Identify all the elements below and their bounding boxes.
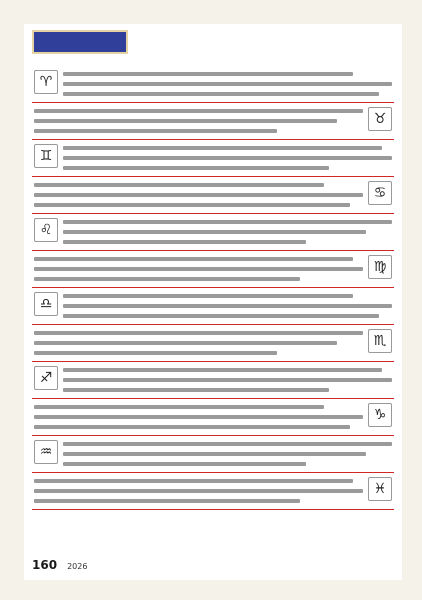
text-line xyxy=(63,311,392,321)
horoscope-entry xyxy=(32,399,394,436)
text-line xyxy=(34,180,363,190)
text-line xyxy=(34,254,363,264)
magazine-page xyxy=(24,24,402,580)
text-line xyxy=(63,79,392,89)
text-line-bar xyxy=(63,156,392,160)
text-line xyxy=(34,328,363,338)
text-line-bar xyxy=(34,119,337,123)
text-line-bar xyxy=(63,294,353,298)
text-line xyxy=(63,439,392,449)
text-line-bar xyxy=(63,462,306,466)
horoscope-entry xyxy=(32,325,394,362)
sagittarius-icon: ♐ xyxy=(34,366,58,390)
horoscope-entry xyxy=(32,251,394,288)
horoscope-list xyxy=(32,66,394,510)
issue-date: 2026 xyxy=(67,562,88,571)
horoscope-entry xyxy=(32,66,394,103)
text-line xyxy=(34,496,363,506)
text-line-bar xyxy=(63,452,366,456)
text-line-bar xyxy=(63,240,306,244)
capricorn-icon: ♑ xyxy=(368,403,392,427)
text-line xyxy=(63,301,392,311)
horoscope-entry xyxy=(32,214,394,251)
text-line xyxy=(63,237,392,247)
text-lines-placeholder xyxy=(34,365,392,395)
text-line-bar xyxy=(63,230,366,234)
text-line xyxy=(63,89,392,99)
text-line xyxy=(34,200,363,210)
text-lines-placeholder xyxy=(34,476,392,506)
section-title xyxy=(32,30,128,54)
text-lines-placeholder xyxy=(34,69,392,99)
text-line xyxy=(34,402,363,412)
text-line xyxy=(34,422,363,432)
text-lines-placeholder xyxy=(34,328,392,358)
scorpio-icon: ♏ xyxy=(368,329,392,353)
text-line xyxy=(34,106,363,116)
text-line-bar xyxy=(34,203,350,207)
text-line xyxy=(63,385,392,395)
text-line xyxy=(34,116,363,126)
text-line xyxy=(34,274,363,284)
text-line-bar xyxy=(34,479,353,483)
text-line xyxy=(34,486,363,496)
text-line xyxy=(63,365,392,375)
text-line-bar xyxy=(63,166,329,170)
text-lines-placeholder xyxy=(34,143,392,173)
text-line-bar xyxy=(63,314,379,318)
text-line-bar xyxy=(34,257,353,261)
page-footer xyxy=(32,558,87,572)
text-line-bar xyxy=(63,82,392,86)
text-line-bar xyxy=(34,351,277,355)
text-lines-placeholder xyxy=(34,402,392,432)
text-line xyxy=(63,375,392,385)
libra-icon: ♎ xyxy=(34,292,58,316)
text-line-bar xyxy=(63,146,382,150)
horoscope-entry xyxy=(32,362,394,399)
gemini-icon: ♊ xyxy=(34,144,58,168)
leo-icon: ♌ xyxy=(34,218,58,242)
text-line xyxy=(63,163,392,173)
text-line-bar xyxy=(34,183,324,187)
text-line-bar xyxy=(34,405,324,409)
horoscope-entry xyxy=(32,288,394,325)
text-line xyxy=(34,348,363,358)
text-lines-placeholder xyxy=(34,217,392,247)
text-line-bar xyxy=(63,368,382,372)
text-line-bar xyxy=(34,277,300,281)
text-line-bar xyxy=(34,129,277,133)
text-line-bar xyxy=(34,193,363,197)
text-line-bar xyxy=(63,304,392,308)
page-header xyxy=(32,30,394,60)
text-line xyxy=(34,190,363,200)
text-line xyxy=(63,69,392,79)
horoscope-entry xyxy=(32,140,394,177)
text-line-bar xyxy=(63,442,392,446)
text-line-bar xyxy=(63,378,392,382)
text-line-bar xyxy=(34,267,363,271)
text-line xyxy=(63,143,392,153)
text-line-bar xyxy=(34,341,337,345)
taurus-icon: ♉ xyxy=(368,107,392,131)
text-line xyxy=(34,338,363,348)
text-line xyxy=(34,126,363,136)
text-line xyxy=(63,153,392,163)
horoscope-entry xyxy=(32,103,394,140)
text-lines-placeholder xyxy=(34,439,392,469)
text-lines-placeholder xyxy=(34,254,392,284)
text-line xyxy=(63,227,392,237)
virgo-icon: ♍ xyxy=(368,255,392,279)
text-line xyxy=(34,476,363,486)
aries-icon: ♈ xyxy=(34,70,58,94)
text-lines-placeholder xyxy=(34,291,392,321)
text-line-bar xyxy=(34,425,350,429)
text-lines-placeholder xyxy=(34,180,392,210)
text-line xyxy=(63,217,392,227)
cancer-icon: ♋ xyxy=(368,181,392,205)
horoscope-entry xyxy=(32,177,394,214)
page-number: 160 xyxy=(32,558,58,572)
text-line xyxy=(63,291,392,301)
text-line-bar xyxy=(34,489,363,493)
pisces-icon: ♓ xyxy=(368,477,392,501)
text-line-bar xyxy=(63,220,392,224)
text-line-bar xyxy=(34,331,363,335)
text-lines-placeholder xyxy=(34,106,392,136)
text-line-bar xyxy=(63,92,379,96)
aquarius-icon: ♒ xyxy=(34,440,58,464)
text-line-bar xyxy=(63,388,329,392)
text-line-bar xyxy=(63,72,353,76)
horoscope-entry xyxy=(32,436,394,473)
text-line-bar xyxy=(34,499,300,503)
horoscope-entry xyxy=(32,473,394,510)
text-line xyxy=(34,412,363,422)
text-line xyxy=(34,264,363,274)
text-line xyxy=(63,459,392,469)
text-line-bar xyxy=(34,109,363,113)
text-line-bar xyxy=(34,415,363,419)
text-line xyxy=(63,449,392,459)
